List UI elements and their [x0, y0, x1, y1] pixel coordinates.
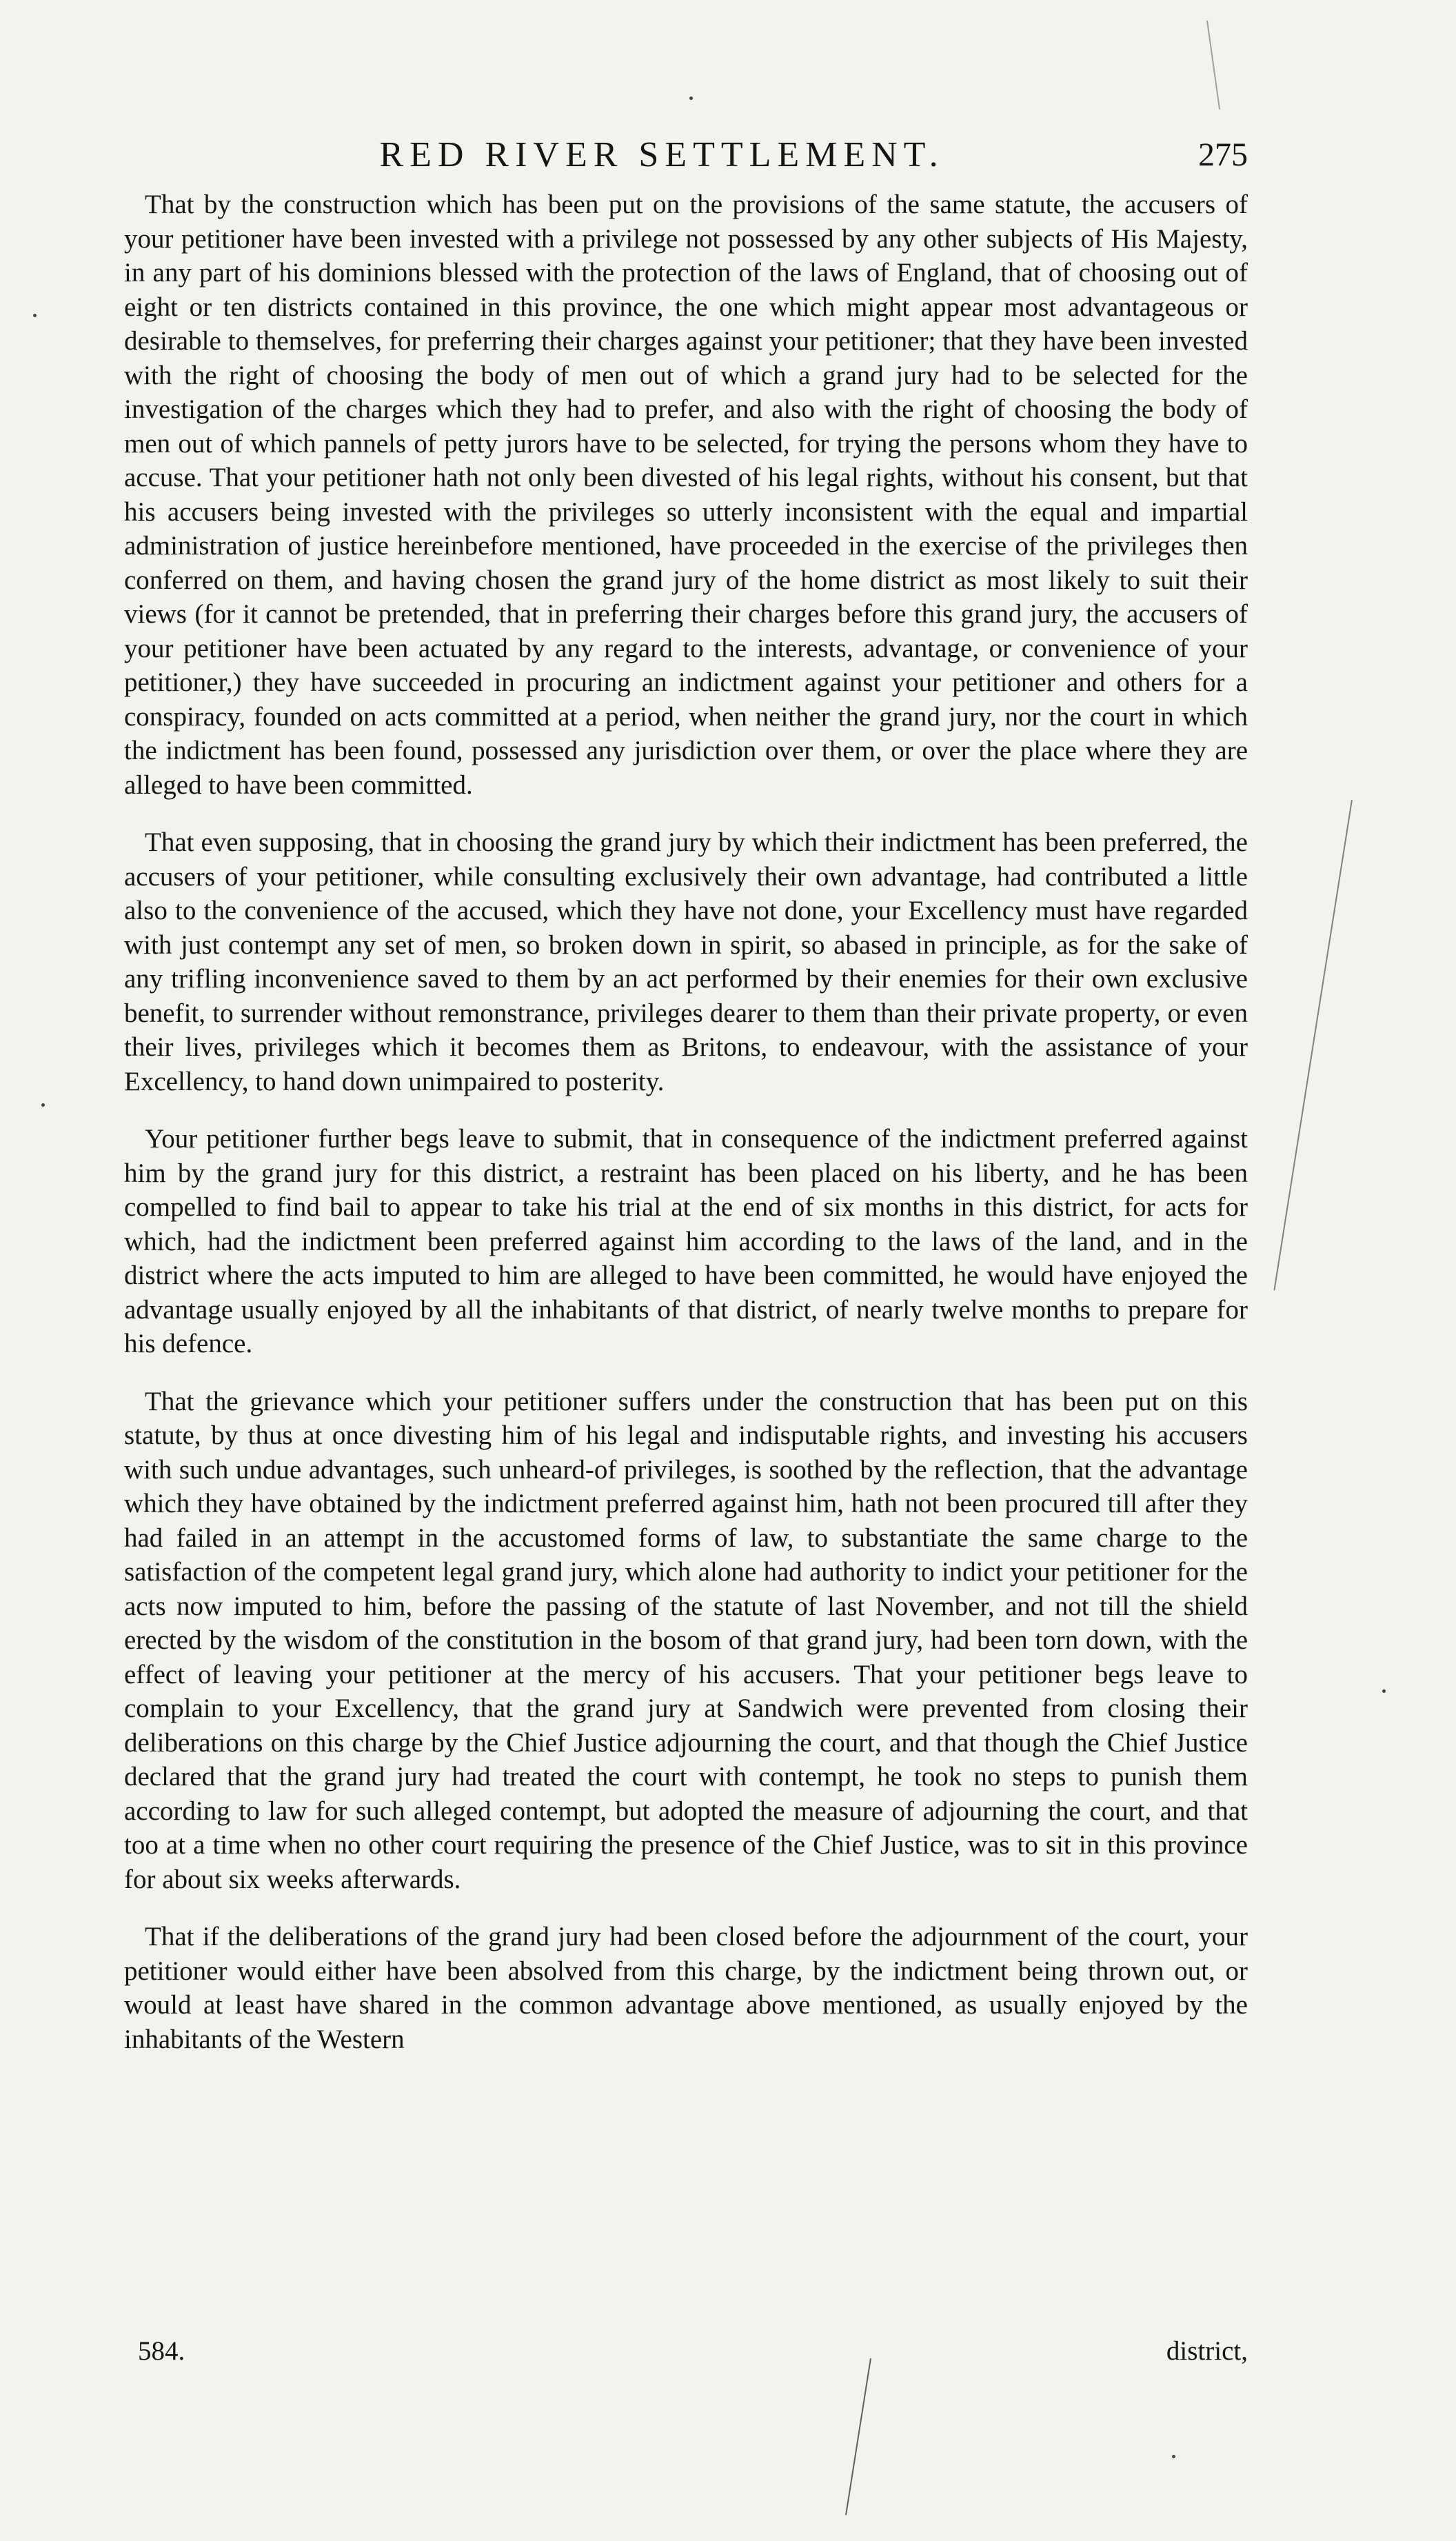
body-text [124, 188, 1248, 2080]
paragraph: That by the construction which has been put on the provisions of the same statute, the accusers of your petitioner have been invested with a privilege not possessed by any other subjects of His Majesty, in any part of his dominions blessed with the protection of the laws of England, that of choosing out of eight or ten districts contained in this province, the one which might appear most advantageous or desirable to themselves, for preferring their charges against your petitioner; that they have been invested with the right of choosing the body of men out of which a grand jury had to be selected for the investigation of the charges which they had to prefer, and also with the right of choosing the body of men out of which pannels of petty jurors have to be selected, for trying the persons whom they have to accuse. That your petitioner hath not only been divested of his legal rights, without his consent, but that his accusers being invested with the privileges so utterly inconsistent with the equal and impartial administration of justice hereinbefore mentioned, have proceeded in the exercise of the privileges then conferred on them, and having chosen the grand jury of the home district as most likely to suit their views (for it cannot be pretended, that in preferring their charges before this grand jury, the accusers of your petitioner have been actuated by any regard to the interests, advantage, or convenience of your petitioner,) they have succeeded in procuring an indictment against your petitioner and others for a conspiracy, founded on acts committed at a period, when neither the grand jury, nor the court in which the indictment has been found, possessed any jurisdiction over them, or over the place where they are alleged to have been committed. [124, 190, 1248, 800]
catchword: district, [1166, 2336, 1248, 2366]
running-head [131, 131, 1248, 179]
running-title: RED RIVER SETTLEMENT. [379, 135, 944, 174]
margin-scratch [1206, 21, 1220, 110]
scan-speck [689, 97, 693, 100]
scan-speck [1382, 1689, 1386, 1693]
paragraph: That if the deliberations of the grand jury had been closed before the adjournment of the court, your petitioner would either have been absolved from this charge, by the indictment being thrown out, or would at least have shared in the common advantage above mentioned, as usually enjoyed by the inhabitants of the Western [124, 1922, 1248, 2054]
page-number: 275 [1198, 137, 1248, 173]
page-footer [124, 2334, 1248, 2376]
scan-speck [41, 1103, 45, 1107]
margin-scratch [845, 2358, 871, 2515]
paragraph: That the grievance which your petitioner suffers under the construction that has been put on this statute, by thus at once divesting him of his legal and indisputable rights, and investing his accusers with such undue advantages, such unheard-of privileges, is soothed by the reflection, that the advantage which they have obtained by the indictment preferred against him, hath not been procured till after they had failed in an attempt in the accustomed forms of law, to substantiate the same charge to the satisfaction of the competent legal grand jury, which alone had authority to indict your petitioner for the acts now imputed to him, before the passing of the statute of last November, and not till the shield erected by the wisdom of the constitution in the bosom of that grand jury, had been torn down, with the effect of leaving your petitioner at the mercy of his accusers. That your petitioner begs leave to complain to your Excellency, that the grand jury at Sandwich were prevented from closing their deliberations on this charge by the Chief Justice adjourning the court, and that though the Chief Justice declared that the grand jury had treated the court with contempt, he took no steps to punish them according to law for such alleged contempt, but adopted the measure of adjourning the court, and that too at a time when no other court requiring the presence of the Chief Justice, was to sit in this province for about six weeks afterwards. [124, 1386, 1248, 1894]
margin-scratch [1273, 800, 1353, 1290]
scan-speck [1172, 2455, 1175, 2458]
paragraph: Your petitioner further begs leave to submit, that in consequence of the indictment preferred against him by the grand jury for this district, a restraint has been placed on his liberty, and he has been compelled to find bail to appear to take his trial at the end of six months in this district, for acts for which, had the indictment been preferred against him according to the laws of the land, and in the district where the acts imputed to him are alleged to have been committed, he would have enjoyed the advantage usually enjoyed by all the inhabitants of that district, of nearly twelve months to prepare for his defence. [124, 1124, 1248, 1358]
signature-mark: 584. [138, 2336, 185, 2366]
paragraph: That even supposing, that in choosing the grand jury by which their indictment has been preferred, the accusers of your petitioner, while consulting exclusively their own advantage, had contributed a little also to the convenience of the accused, which they have not done, your Excellency must have regarded with just contempt any set of men, so broken down in spirit, so abased in principle, as for the sake of any trifling inconvenience saved to them by an act performed by their enemies for their own exclusive benefit, to surrender without remonstrance, privileges dearer to them than their private property, or even their lives, privileges which it becomes them as Britons, to endeavour, with the assistance of your Excellency, to hand down unimpaired to posterity. [124, 827, 1248, 1096]
scan-speck [33, 314, 37, 317]
